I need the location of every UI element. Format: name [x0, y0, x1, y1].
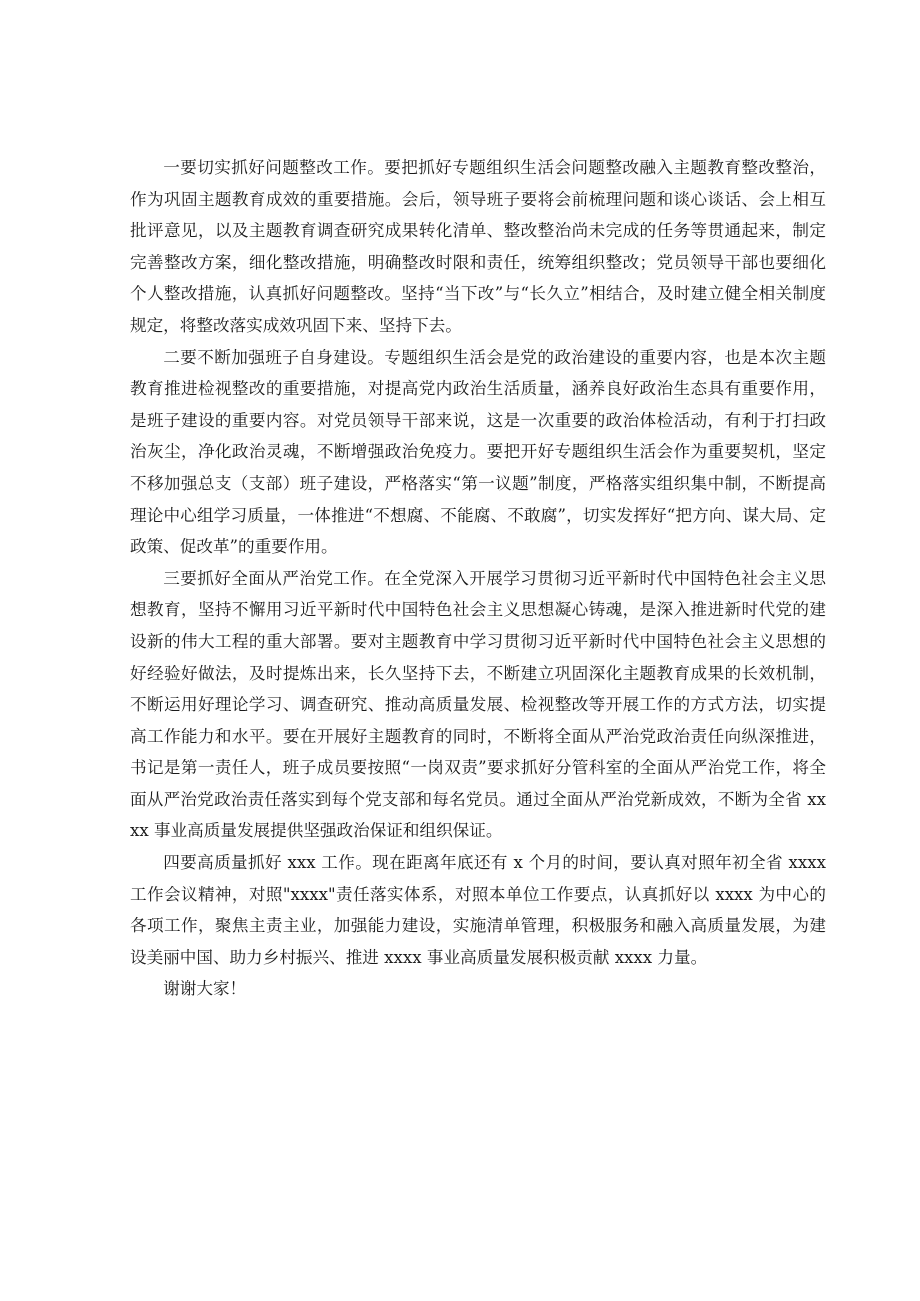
- document-body: [130, 152, 826, 1005]
- paragraph-high-quality-work: 四要高质量抓好 xxx 工作。现在距离年底还有 x 个月的时间，要认真对照年初全省 xxxx 工作会议精神，对照"xxxx"责任落实体系，对照本单位工作要点，认真抓好以 xxxx 为中心的各项工作，聚焦主责主业，加强能力建设，实施清单管理，积极服务和融入高质量发展，为建设美丽中国、助力乡村振兴、推进 xxxx 事业高质量发展积极贡献 xxxx 力量。: [130, 853, 826, 967]
- paragraph-closing-thanks: 谢谢大家！: [163, 979, 247, 999]
- paragraph-problem-rectification: 一要切实抓好问题整改工作。要把抓好专题组织生活会问题整改融入主题教育整改整治，作为巩固主题教育成效的重要措施。会后，领导班子要将会前梳理问题和谈心谈话、会上相互批评意见，以及主题教育调查研究成果转化清单、整改整治尚未完成的任务等贯通起来，制定完善整改方案，细化整改措施，明确整改时限和责任，统筹组织整改；党员领导干部也要细化个人整改措施，认真抓好问题整改。坚持“当下改”与“长久立”相结合，及时建立健全相关制度规定，将整改落实成效巩固下来、坚持下去。: [130, 158, 826, 335]
- paragraph-party-governance: 三要抓好全面从严治党工作。在全党深入开展学习贯彻习近平新时代中国特色社会主义思想教育，坚持不懈用习近平新时代中国特色社会主义思想凝心铸魂，是深入推进新时代党的建设新的伟大工程的重大部署。要对主题教育中学习贯彻习近平新时代中国特色社会主义思想的好经验好做法，及时提炼出来，长久坚持下去，不断建立巩固深化主题教育成果的长效机制，不断运用好理论学习、调查研究、推动高质量发展、检视整改等开展工作的方式方法，切实提高工作能力和水平。要在开展好主题教育的同时，不断将全面从严治党政治责任向纵深推进，书记是第一责任人，班子成员要按照“一岗双责”要求抓好分管科室的全面从严治党工作，将全面从严治党政治责任落实到每个党支部和每名党员。通过全面从严治党新成效，不断为全省 xxxx 事业高质量发展提供坚强政治保证和组织保证。: [130, 568, 826, 841]
- paragraph-team-building: 二要不断加强班子自身建设。专题组织生活会是党的政治建设的重要内容，也是本次主题教育推进检视整改的重要措施，对提高党内政治生活质量，涵养良好政治生态具有重要作用，是班子建设的重要内容。对党员领导干部来说，这是一次重要的政治体检活动，有利于打扫政治灰尘，净化政治灵魂，不断增强政治免疫力。要把开好专题组织生活会作为重要契机，坚定不移加强总支（支部）班子建设，严格落实“第一议题”制度，严格落实组织集中制，不断提高理论中心组学习质量，一体推进“不想腐、不能腐、不敢腐”，切实发挥好“把方向、谋大局、定政策、促改革”的重要作用。: [130, 347, 826, 557]
